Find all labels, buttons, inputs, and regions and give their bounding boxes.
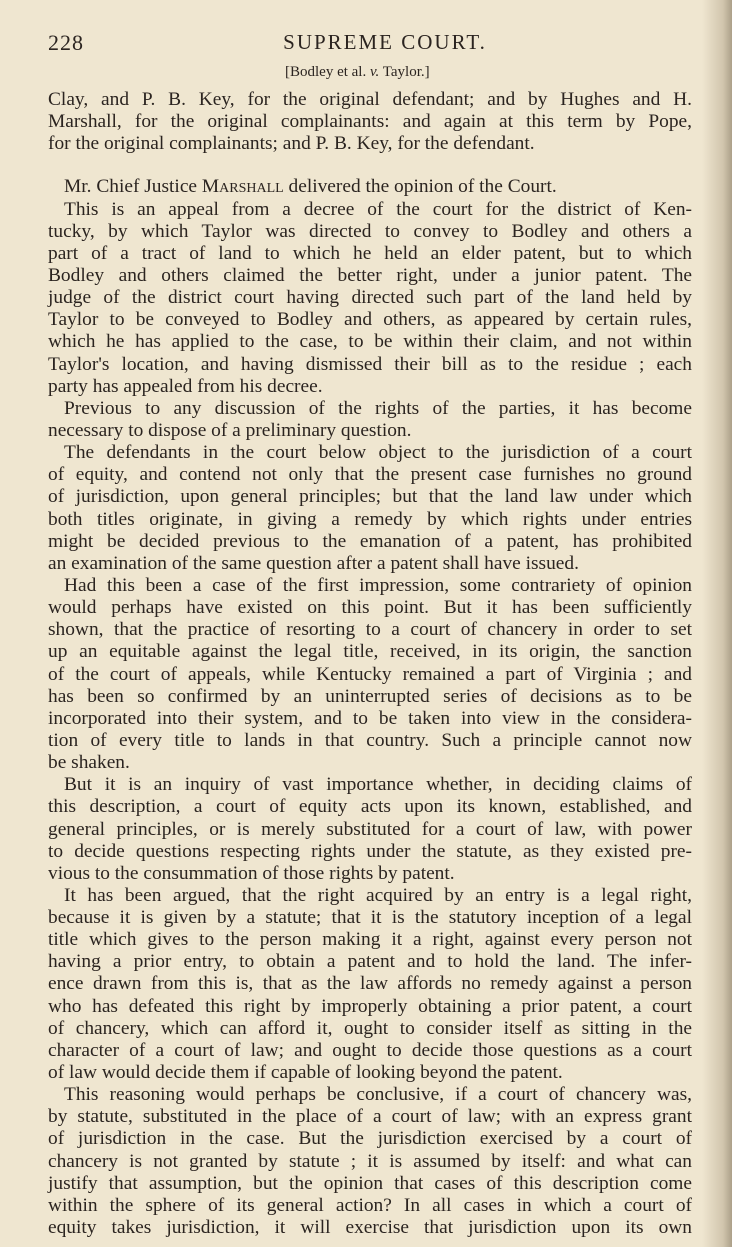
paragraph: [48, 442, 692, 575]
text-line: This reasoning would perhaps be conclusive, if a court of chancery was,: [64, 1084, 692, 1106]
case-caption-suffix: Taylor.]: [379, 64, 430, 80]
text-line: up an equitable against the legal title, received, in its origin, the sanction: [48, 641, 692, 663]
text-line: of chancery, which can afford it, ought to consider itself as sitting in the: [48, 1017, 692, 1039]
text-line: judge of the district court having directed such part of the land held by: [48, 287, 692, 309]
page-body: [48, 89, 692, 1239]
text-line: within the sphere of its general action? In all cases in which a court of: [48, 1194, 692, 1216]
text-line: Previous to any discussion of the rights of the parties, it has become: [64, 397, 692, 419]
text-line: Bodley and others claimed the better right, under a junior patent. The: [48, 264, 692, 286]
text-line: ence drawn from this is, that as the law affords no remedy against a person: [48, 973, 692, 995]
paragraph: [48, 885, 692, 1084]
paragraph: [48, 398, 692, 442]
text-line: character of a court of law; and ought to decide those questions as a court: [48, 1039, 692, 1061]
text-line: by statute, substituted in the place of a court of law; with an express grant: [48, 1106, 692, 1128]
text-line: title which gives to the person making it a right, against every person not: [48, 929, 692, 951]
text-line: tucky, by which Taylor was directed to convey to Bodley and others a: [48, 220, 692, 242]
text-line: The defendants in the court below object to the jurisdiction of a court: [64, 442, 692, 464]
running-header: [48, 30, 692, 60]
text-line: an examination of the same question after a patent shall have issued.: [48, 552, 579, 574]
opinion-intro: [48, 176, 692, 198]
text-line: of equity, and contend not only that the present case furnishes no ground: [48, 464, 692, 486]
text-line: both titles originate, in giving a remedy by which rights under entries: [48, 508, 692, 530]
text-line: of the court of appeals, while Kentucky remained a part of Virginia ; and: [48, 663, 692, 685]
text-line: But it is an inquiry of vast importance whether, in deciding claims of: [64, 774, 692, 796]
text-line: general principles, or is merely substituted for a court of law, with power: [48, 818, 692, 840]
text-line: which he has applied to the case, to be within their claim, and not within: [48, 331, 692, 353]
text-line: Taylor's location, and having dismissed their bill as to the residue ; each: [48, 353, 692, 375]
text-line: having a prior entry, to obtain a patent and to hold the land. The infer-: [48, 951, 692, 973]
page-edge-shadow: [702, 0, 732, 1247]
paragraph: [48, 575, 692, 774]
text-line: might be decided previous to the emanation of a patent, has prohibited: [48, 530, 692, 552]
page-number: 228: [48, 30, 84, 55]
text-line: of jurisdiction in the case. But the jurisdiction exercised by a court of: [48, 1128, 692, 1150]
text-line: of jurisdiction, upon general principles; but that the land law under which: [48, 486, 692, 508]
opinion-intro-suffix: delivered the opinion of the Court.: [283, 176, 557, 198]
opinion-intro-prefix: Mr. Chief Justice: [64, 176, 202, 198]
case-caption: [285, 64, 430, 81]
paragraph: [48, 199, 692, 398]
text-line: Taylor to be conveyed to Bodley and others, as appeared by certain rules,: [48, 309, 692, 331]
text-line: chancery is not granted by statute ; it is assumed by itself: and what can: [48, 1150, 692, 1172]
text-line: It has been argued, that the right acquired by an entry is a legal right,: [64, 884, 692, 906]
text-line: party has appealed from his decree.: [48, 375, 323, 397]
text-line: This is an appeal from a decree of the court for the district of Ken-: [64, 198, 692, 220]
text-line: to decide questions respecting rights under the statute, as they existed pre-: [48, 840, 692, 862]
text-line: incorporated into their system, and to be taken into view in the considera-: [48, 707, 692, 729]
text-line: of law would decide them if capable of looking beyond the patent.: [48, 1062, 563, 1084]
text-line: vious to the consummation of those rights by patent.: [48, 862, 455, 884]
justice-name: Marshall: [201, 176, 284, 198]
text-line: Had this been a case of the first impression, some contrariety of opinion: [64, 574, 692, 596]
text-line: has been so confirmed by an uninterrupted series of decisions as to be: [48, 685, 692, 707]
text-line: Marshall, for the original complainants: and again at this term by Pope,: [48, 111, 692, 133]
case-caption-prefix: [Bodley et al.: [285, 64, 370, 80]
text-line: would perhaps have existed on this point. But it has been sufficiently: [48, 597, 692, 619]
text-line: who has defeated this right by improperly obtaining a prior patent, a court: [48, 995, 692, 1017]
text-line: justify that assumption, but the opinion that cases of this description come: [48, 1172, 692, 1194]
paragraph: [48, 774, 692, 885]
text-line: Clay, and P. B. Key, for the original defendant; and by Hughes and H.: [48, 89, 692, 110]
text-line: for the original complainants; and P. B. Key, for the defendant.: [48, 133, 535, 155]
text-line: tion of every title to lands in that country. Such a principle cannot now: [48, 729, 692, 751]
paragraph: [48, 1084, 692, 1239]
case-caption-versus: v.: [369, 64, 380, 80]
counsel-paragraph: [48, 89, 692, 155]
running-title: SUPREME COURT.: [283, 30, 487, 54]
text-line: this description, a court of equity acts upon its known, established, and: [48, 796, 692, 818]
text-line: be shaken.: [48, 752, 130, 774]
text-line: because it is given by a statute; that it is the statutory inception of a legal: [48, 907, 692, 929]
text-line: equity takes jurisdiction, it will exercise that jurisdiction upon its own: [48, 1217, 692, 1239]
text-line: necessary to dispose of a preliminary question.: [48, 419, 412, 441]
text-line: part of a tract of land to which he held an elder patent, but to which: [48, 242, 692, 264]
text-line: shown, that the practice of resorting to a court of chancery in order to set: [48, 619, 692, 641]
